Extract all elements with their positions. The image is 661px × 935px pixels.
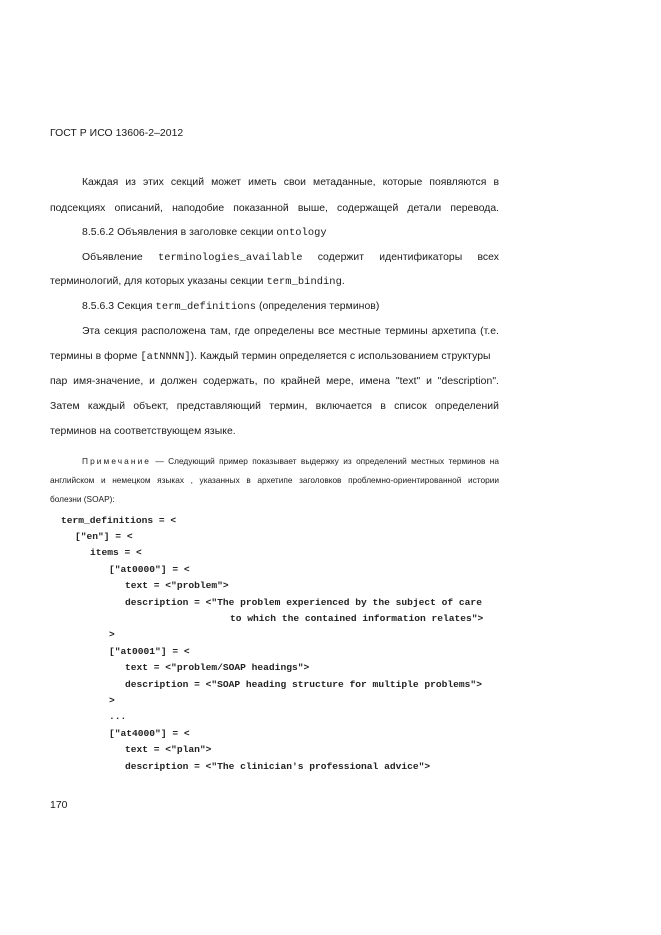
code-term: term_binding bbox=[266, 276, 342, 288]
text-fragment: . bbox=[341, 276, 345, 287]
code-term: terminologies_available bbox=[157, 252, 303, 264]
text-word: всех bbox=[477, 252, 499, 263]
note-line bbox=[50, 475, 499, 485]
code-line: ["at4000"] = < bbox=[109, 728, 190, 739]
text-word: Объявление bbox=[82, 252, 143, 263]
code-line: > bbox=[109, 629, 115, 640]
paragraph-line bbox=[50, 177, 499, 201]
note-label: Примечание bbox=[82, 456, 152, 466]
paragraph-line bbox=[50, 276, 345, 288]
code-line: text = <"problem/SOAP headings"> bbox=[125, 662, 310, 673]
text-line: подсекциях описаний, наподобие показанной выше, содержащей детали перевода. bbox=[50, 203, 499, 214]
paragraph-intro bbox=[50, 177, 499, 227]
code-line: to which the contained information relates"> bbox=[230, 613, 484, 624]
note-text: английском и немецком языках , указанных в архетипе заголовков проблемно-ориентированной истории bbox=[50, 475, 499, 485]
code-line: description = <"SOAP heading structure for multiple problems"> bbox=[125, 679, 482, 690]
text-line: Эта секция расположена там, где определены все местные термины архетипа (т.е. bbox=[82, 326, 499, 337]
note-line bbox=[82, 456, 499, 466]
section-heading-8-5-6-3 bbox=[82, 301, 379, 313]
section-title: Объявления в заголовке секции bbox=[117, 227, 274, 238]
document-header: ГОСТ Р ИСО 13606-2–2012 bbox=[50, 128, 184, 139]
text-line: пар имя-значение, и должен содержать, по крайней мере, имена "text" и "description". bbox=[50, 376, 499, 387]
code-line: description = <"The problem experienced by the subject of care bbox=[125, 597, 482, 608]
section-number: 8.5.6.2 bbox=[82, 227, 115, 238]
section-title: Секция bbox=[117, 301, 153, 312]
code-line: description = <"The clinician's professional advice"> bbox=[125, 761, 431, 772]
paragraph-declarations bbox=[82, 252, 499, 264]
text-fragment: терминологий, для которых указаны секции bbox=[50, 276, 264, 287]
section-title-code: ontology bbox=[276, 227, 327, 239]
note-text: — Следующий пример показывает выдержку из определений местных терминов на bbox=[155, 456, 499, 466]
text-line: Затем каждый объект, представляющий термин, включается в список определений bbox=[50, 401, 499, 412]
text-fragment: ). Каждый термин определяется с использованием структуры bbox=[190, 351, 491, 362]
code-line: text = <"problem"> bbox=[125, 580, 229, 591]
paragraph-line bbox=[50, 351, 491, 363]
paragraph-line bbox=[82, 326, 499, 337]
note-line bbox=[50, 494, 115, 504]
paragraph-line bbox=[50, 426, 236, 437]
code-line: ["at0001"] = < bbox=[109, 646, 190, 657]
code-line: text = <"plan"> bbox=[125, 744, 212, 755]
note-text: болезни (SOAP): bbox=[50, 494, 115, 504]
text-fragment: термины в форме bbox=[50, 351, 138, 362]
code-line: ... bbox=[109, 711, 127, 722]
code-line: ["at0000"] = < bbox=[109, 564, 190, 575]
text-word: содержит bbox=[317, 252, 365, 263]
code-line: items = < bbox=[90, 547, 142, 558]
code-line: > bbox=[109, 695, 115, 706]
page-number: 170 bbox=[50, 800, 68, 811]
code-line: ["en"] = < bbox=[75, 531, 133, 542]
code-line: term_definitions = < bbox=[61, 515, 177, 526]
code-term: [atNNNN] bbox=[140, 351, 191, 363]
paragraph-line bbox=[50, 376, 499, 387]
paragraph-line bbox=[50, 401, 499, 412]
section-title-suffix: (определения терминов) bbox=[259, 301, 380, 312]
paragraph-line bbox=[50, 201, 499, 227]
section-heading-8-5-6-2 bbox=[82, 227, 327, 239]
section-title-code: term_definitions bbox=[155, 301, 257, 313]
text-word: идентификаторы bbox=[379, 252, 463, 263]
text-line: терминов на соответствующем языке. bbox=[50, 426, 236, 437]
section-number: 8.5.6.3 bbox=[82, 301, 115, 312]
text-line: Каждая из этих секций может иметь свои метаданные, которые появляются в bbox=[82, 177, 499, 188]
